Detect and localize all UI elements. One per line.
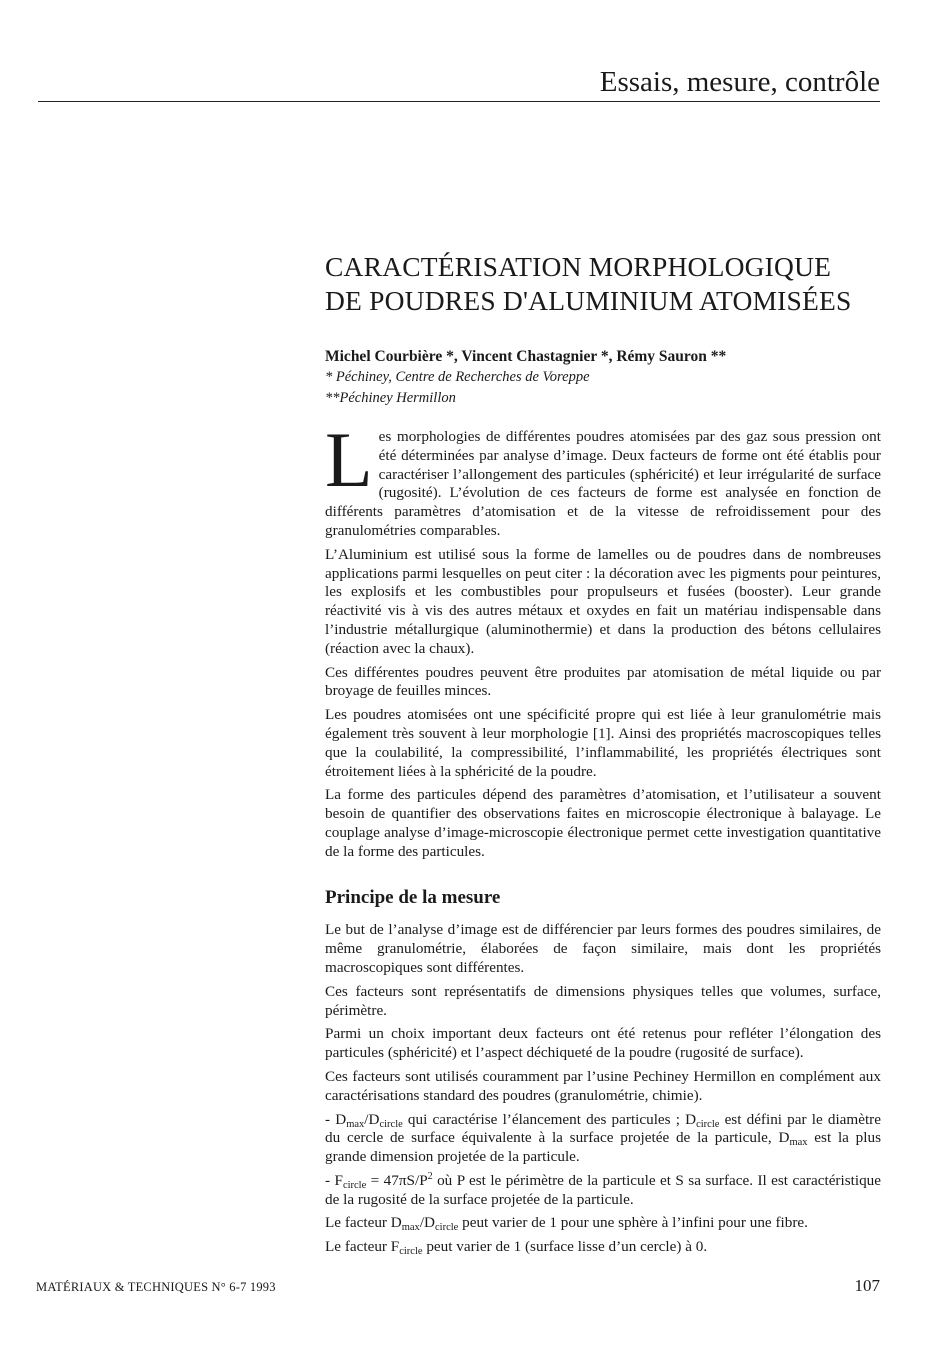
author-names: Michel Courbière *, Vincent Chastagnier *, Rémy Sauron ** — [325, 348, 727, 365]
section-paragraph-2: Ces facteurs sont représentatifs de dimensions physiques telles que volumes, surface, périmètre. — [325, 982, 881, 1019]
drop-cap: L — [325, 416, 373, 503]
section-paragraph-1: Le but de l’analyse d’image est de différencier par leurs formes des poudres similaires, de même granulométrie, élaborées de façon similaire, mais dont les propriétés macroscopiques sont différentes. — [325, 921, 881, 976]
article-title — [325, 250, 881, 318]
running-head: Essais, mesure, contrôle — [599, 66, 880, 98]
intro-paragraph-4: La forme des particules dépend des paramètres d’atomisation, et l’utilisateur a souvent besoin de quantifier des observations faites en microscopie électronique à balayage. Le couplage analyse d’image-microscopie électronique permet cette investigation quantitative de la forme des particules. — [325, 786, 881, 860]
intro-paragraph-3: Les poudres atomisées ont une spécificité propre qui est liée à leur granulométrie mais également très souvent à leur morphologie [1]. Ainsi des propriétés macroscopiques telles que la coulabilité, la compressibilité, l’inflammabilité, les propriétés électriques sont étroitement liées à la sphéricité de la poudre. — [325, 706, 881, 780]
dmax-definition: - $D_{max}/D_{circle}$ qui caractérise l’élancement des particules ; $D_{circle}$ est défini par le diamètre du cercle de surface équivalente à la surface projetée de la particule, $D_{max}$ est la plus grande dimension projetée de la particule. — [325, 1110, 881, 1166]
intro-paragraph-1: L’Aluminium est utilisé sous la forme de lamelles ou de poudres dans de nombreuses applications parmi lesquelles on peut citer : la décoration avec les pigments pour peintures, les explosifs et les combustibles pour propulseurs et fusées (booster). Leur grande réactivité vis à vis des autres métaux et oxydes en fait un matériau indispensable dans l’industrie métallurgique (aluminothermie) et dans la production des bétons cellulaires (réaction avec la chaux). — [325, 545, 881, 657]
page-number: 107 — [854, 1276, 880, 1295]
abstract — [325, 416, 881, 541]
section-heading: Principe de la mesure — [325, 886, 501, 908]
affiliation-2: **Péchiney Hermillon — [325, 390, 456, 406]
intro-paragraph-2: Ces différentes poudres peuvent être produites par atomisation de métal liquide ou par broyage de feuilles minces. — [325, 663, 881, 700]
section-paragraph-4: Ces facteurs sont utilisés couramment par l’usine Pechiney Hermillon en complément aux caractérisations standard des poudres (granulométrie, chimie). — [325, 1067, 881, 1104]
header-rule — [38, 101, 880, 102]
fcircle-range: Le facteur $F_{circle}$ peut varier de 1 (surface lisse d’un cercle) à 0. — [325, 1238, 708, 1258]
authors-block — [325, 346, 881, 409]
abstract-text: es morphologies de différentes poudres atomisées par des gaz sous pression ont été déterminées par analyse d’image. Deux facteurs de forme ont été établis pour caractériser l’allongement des particules (sphéricité) et leur irrégularité de surface (rugosité). L’évolution de ces facteurs de forme est analysée en fonction de différents paramètres d’atomisation et de la vitesse de refroidissement pour des granulométries comparables. — [325, 428, 881, 539]
fcircle-definition: - $F_{circle} = 47\pi S/P^2$ où P est le périmètre de la particule et S sa surface. Il est caractéristique de la rugosité de la surface projetée de la particule. — [325, 1170, 881, 1208]
article-body — [325, 416, 881, 1262]
section-paragraph-3: Parmi un choix important deux facteurs ont été retenus pour refléter l’élongation des particules (sphéricité) et l’aspect déchiqueté de la poudre (rugosité de surface). — [325, 1025, 881, 1062]
title-line-1: CARACTÉRISATION MORPHOLOGIQUE — [325, 251, 832, 282]
affiliation-1: * Péchiney, Centre de Recherches de Voreppe — [325, 369, 590, 385]
title-line-2: DE POUDRES D'ALUMINIUM ATOMISÉES — [325, 285, 852, 316]
dmax-range: Le facteur $D_{max}/D_{circle}$ peut varier de 1 pour une sphère à l’infini pour une fibre. — [325, 1214, 808, 1234]
journal-footer: MATÉRIAUX & TECHNIQUES N° 6-7 1993 — [36, 1280, 276, 1294]
